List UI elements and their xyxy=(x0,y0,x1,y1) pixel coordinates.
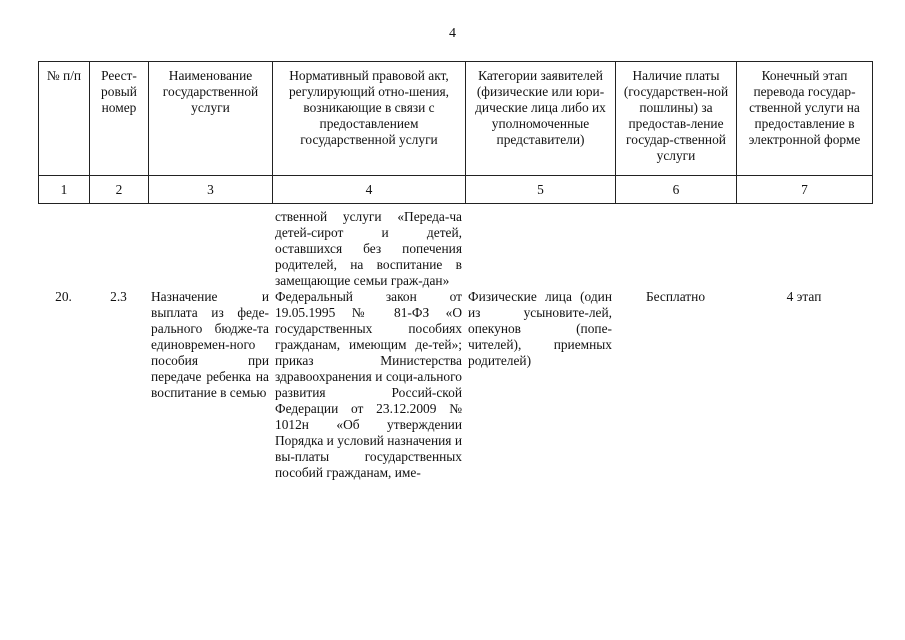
header-legal-act: Нормативный правовой акт, регулирующий отно-шения, возникающие в связи с предоставлением государственной услуги xyxy=(273,62,466,176)
row-service-name: Назначение и выплата из феде-рального бюдже-та единовремен-ного пособия при передаче ребенка на воспитание в семью xyxy=(151,289,269,400)
table-body xyxy=(38,209,872,481)
page-number: 4 xyxy=(449,26,456,41)
row-fee: Бесплатно xyxy=(645,289,706,304)
header-service-name: Наименование государственной услуги xyxy=(149,62,273,176)
header-row xyxy=(39,62,873,176)
header-number: № п/п xyxy=(39,62,90,176)
continuation-text: ственной услуги «Переда-ча детей-сирот и детей, оставшихся без попечения родителей, на воспитание в замещающие семьи граж-дан» xyxy=(275,209,462,288)
column-number: 4 xyxy=(273,176,466,204)
continuation-row xyxy=(38,209,872,289)
row-final-stage: 4 этап xyxy=(786,289,822,304)
column-number: 2 xyxy=(90,176,149,204)
column-number: 1 xyxy=(39,176,90,204)
table-row xyxy=(38,289,872,481)
column-number: 7 xyxy=(737,176,873,204)
column-number: 6 xyxy=(616,176,737,204)
row-registry: 2.3 xyxy=(110,289,127,304)
row-applicants: Физические лица (один из усыновите-лей, опекунов (попе-чителей), приемных родителей) xyxy=(468,289,612,368)
column-number-row xyxy=(39,176,873,204)
column-number: 5 xyxy=(466,176,616,204)
header-final-stage: Конечный этап перевода государ-ственной услуги на предоставление в электронной форме xyxy=(737,62,873,176)
table-header xyxy=(38,61,873,204)
row-number: 20. xyxy=(55,289,72,304)
header-applicants: Категории заявителей (физические или юри-дические лица либо их уполномоченные представители) xyxy=(466,62,616,176)
row-legal-act: Федеральный закон от 19.05.1995 № 81-ФЗ «О государственных пособиях гражданам, имеющим де-тей»; приказ Министерства здравоохранения и соци-ального развития Россий-ской Федерации от 23.12.2009 № 1012н «Об утверждении Порядка и условий назначения и вы-платы государственных пособий гражданам, име- xyxy=(275,289,462,480)
header-fee: Наличие платы (государствен-ной пошлины) за предостав-ление государ-ственной услуги xyxy=(616,62,737,176)
column-number: 3 xyxy=(149,176,273,204)
header-registry: Реест-ровый номер xyxy=(90,62,149,176)
